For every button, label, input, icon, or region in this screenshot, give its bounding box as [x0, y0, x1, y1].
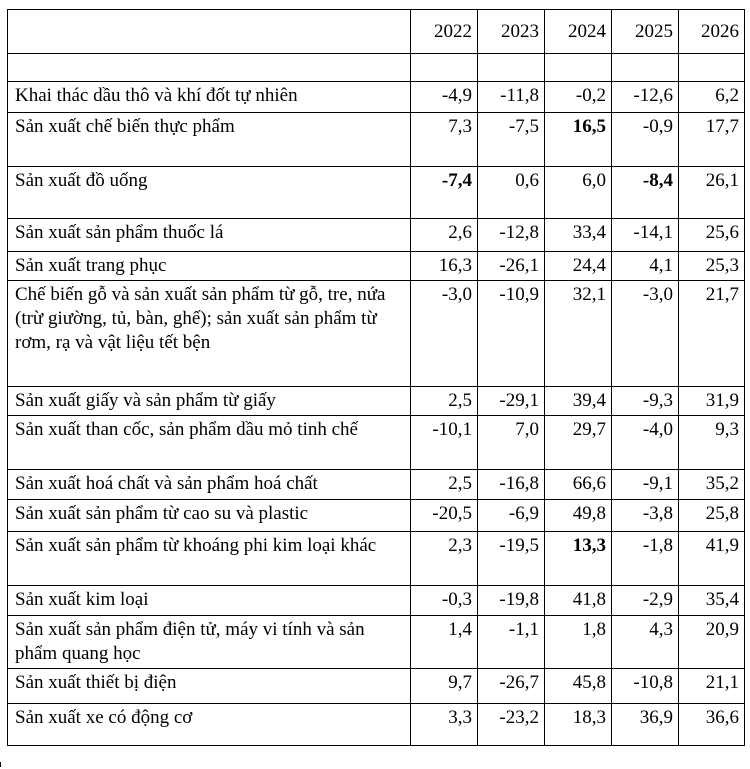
table-row [8, 704, 745, 746]
value-cell: -26,1 [478, 252, 545, 281]
table-row [8, 167, 745, 219]
value-cell: 36,6 [679, 704, 745, 746]
value-cell: -19,5 [478, 532, 545, 586]
value-cell: -4,9 [411, 82, 478, 113]
row-label: Sản xuất sản phẩm từ cao su và plastic [8, 500, 411, 532]
header-corner-cell [8, 10, 411, 54]
value-cell: 25,6 [679, 219, 745, 252]
value-cell: 21,7 [679, 281, 745, 387]
table-row [8, 586, 745, 616]
value-cell: -6,9 [478, 500, 545, 532]
value-cell: -29,1 [478, 387, 545, 416]
value-cell: 4,3 [612, 616, 679, 669]
value-cell: -20,5 [411, 500, 478, 532]
value-cell: 41,8 [545, 586, 612, 616]
year-header: 2024 [545, 10, 612, 54]
value-cell: -11,8 [478, 82, 545, 113]
value-cell: 29,7 [545, 416, 612, 470]
value-cell: 49,8 [545, 500, 612, 532]
row-label: Sản xuất thiết bị điện [8, 669, 411, 704]
value-cell: -0,9 [612, 113, 679, 167]
row-label: Sản xuất giấy và sản phẩm từ giấy [8, 387, 411, 416]
value-cell: 6,2 [679, 82, 745, 113]
table-row [8, 616, 745, 669]
value-cell: -0,2 [545, 82, 612, 113]
row-label: Sản xuất sản phẩm từ khoáng phi kim loại khác [8, 532, 411, 586]
value-cell: -10,1 [411, 416, 478, 470]
value-cell: 13,3 [545, 532, 612, 586]
value-cell: -3,0 [411, 281, 478, 387]
table-row [8, 669, 745, 704]
row-label: Sản xuất trang phục [8, 252, 411, 281]
value-cell: 21,1 [679, 669, 745, 704]
value-cell: 7,3 [411, 113, 478, 167]
value-cell: -9,3 [612, 387, 679, 416]
value-cell: 1,8 [545, 616, 612, 669]
value-cell: 39,4 [545, 387, 612, 416]
value-cell: 35,4 [679, 586, 745, 616]
table-row [8, 252, 745, 281]
row-label: Sản xuất hoá chất và sản phẩm hoá chất [8, 470, 411, 500]
row-label: Sản xuất than cốc, sản phẩm dầu mỏ tinh chế [8, 416, 411, 470]
value-cell: -7,5 [478, 113, 545, 167]
table-row [8, 470, 745, 500]
page-edge-mark [0, 762, 4, 767]
row-label: Sản xuất đồ uống [8, 167, 411, 219]
value-cell: -1,8 [612, 532, 679, 586]
value-cell: -4,0 [612, 416, 679, 470]
value-cell: 35,2 [679, 470, 745, 500]
value-cell: -9,1 [612, 470, 679, 500]
growth-table [7, 9, 745, 746]
value-cell: -2,9 [612, 586, 679, 616]
row-label: Chế biến gỗ và sản xuất sản phẩm từ gỗ, tre, nứa (trừ giường, tủ, bàn, ghế); sản xuất sản phẩm từ rơm, rạ và vật liệu tết bện [8, 281, 411, 387]
value-cell: 66,6 [545, 470, 612, 500]
header-row [8, 10, 745, 54]
value-cell: -0,3 [411, 586, 478, 616]
value-cell: -23,2 [478, 704, 545, 746]
row-label: Sản xuất kim loại [8, 586, 411, 616]
value-cell: 26,1 [679, 167, 745, 219]
row-label: Sản xuất xe có động cơ [8, 704, 411, 746]
value-cell: 2,5 [411, 387, 478, 416]
value-cell: 2,6 [411, 219, 478, 252]
value-cell: 7,0 [478, 416, 545, 470]
value-cell: 20,9 [679, 616, 745, 669]
row-label: Sản xuất sản phẩm thuốc lá [8, 219, 411, 252]
value-cell: -19,8 [478, 586, 545, 616]
value-cell: -14,1 [612, 219, 679, 252]
value-cell: 17,7 [679, 113, 745, 167]
table-row [8, 219, 745, 252]
value-cell: 31,9 [679, 387, 745, 416]
value-cell: 24,4 [545, 252, 612, 281]
value-cell: -3,8 [612, 500, 679, 532]
value-cell: 0,6 [478, 167, 545, 219]
year-header: 2026 [679, 10, 745, 54]
value-cell: 9,3 [679, 416, 745, 470]
value-cell: 16,3 [411, 252, 478, 281]
value-cell: 1,4 [411, 616, 478, 669]
value-cell: 25,8 [679, 500, 745, 532]
value-cell: 25,3 [679, 252, 745, 281]
value-cell: 4,1 [612, 252, 679, 281]
value-cell: 2,3 [411, 532, 478, 586]
value-cell: -3,0 [612, 281, 679, 387]
value-cell: 32,1 [545, 281, 612, 387]
table-row [8, 281, 745, 387]
value-cell: -8,4 [612, 167, 679, 219]
value-cell: -26,7 [478, 669, 545, 704]
value-cell: 41,9 [679, 532, 745, 586]
value-cell: -10,8 [612, 669, 679, 704]
row-label: Sản xuất chế biến thực phẩm [8, 113, 411, 167]
year-header: 2023 [478, 10, 545, 54]
value-cell: 18,3 [545, 704, 612, 746]
table-row [8, 416, 745, 470]
row-label: Khai thác dầu thô và khí đốt tự nhiên [8, 82, 411, 113]
value-cell: 33,4 [545, 219, 612, 252]
value-cell: -12,8 [478, 219, 545, 252]
value-cell: 16,5 [545, 113, 612, 167]
value-cell: 45,8 [545, 669, 612, 704]
value-cell: 36,9 [612, 704, 679, 746]
table-row [8, 500, 745, 532]
value-cell: -1,1 [478, 616, 545, 669]
value-cell: 3,3 [411, 704, 478, 746]
year-header: 2022 [411, 10, 478, 54]
value-cell: -16,8 [478, 470, 545, 500]
spacer-row [8, 54, 745, 82]
table-row [8, 82, 745, 113]
row-label: Sản xuất sản phẩm điện tử, máy vi tính và sản phẩm quang học [8, 616, 411, 669]
table-row [8, 113, 745, 167]
value-cell: -12,6 [612, 82, 679, 113]
table-row [8, 387, 745, 416]
value-cell: 6,0 [545, 167, 612, 219]
value-cell: -10,9 [478, 281, 545, 387]
value-cell: 9,7 [411, 669, 478, 704]
value-cell: 2,5 [411, 470, 478, 500]
value-cell: -7,4 [411, 167, 478, 219]
year-header: 2025 [612, 10, 679, 54]
table-row [8, 532, 745, 586]
